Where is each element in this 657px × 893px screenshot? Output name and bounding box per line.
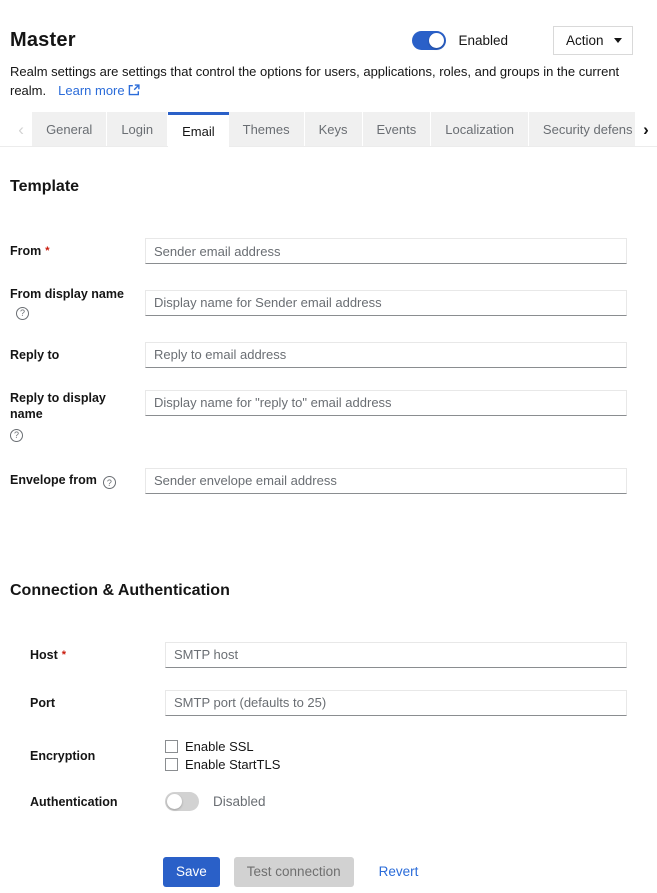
authentication-label: Authentication [30, 794, 118, 809]
action-dropdown-label: Action [566, 33, 604, 48]
enabled-label: Enabled [458, 33, 508, 48]
enable-starttls-checkbox[interactable] [165, 758, 178, 771]
enable-ssl-option[interactable] [165, 738, 627, 756]
learn-more-link[interactable] [58, 83, 139, 98]
form-row-reply-to [10, 342, 627, 368]
form-row-authentication [30, 792, 627, 812]
label-text: Reply to display name [10, 390, 106, 421]
chevron-right-icon: › [643, 119, 649, 139]
authentication-toggle[interactable] [165, 792, 199, 811]
tab-localization[interactable] [431, 112, 529, 146]
reply-to-display-name-input[interactable] [145, 390, 627, 416]
tab-label: General [46, 121, 93, 137]
label-text: From [10, 244, 42, 258]
envelope-from-input[interactable] [145, 468, 627, 494]
form-row-from [10, 238, 627, 264]
encryption-checkbox-group [165, 738, 627, 774]
from-display-name-label [10, 286, 145, 320]
encryption-label: Encryption [30, 748, 96, 763]
help-icon[interactable]: ? [103, 476, 116, 489]
tab-general[interactable] [32, 112, 107, 146]
host-input[interactable] [165, 642, 627, 668]
tab-label: Login [121, 121, 154, 137]
from-input[interactable] [145, 238, 627, 264]
form-row-host [30, 642, 627, 668]
tab-label: Themes [242, 121, 290, 137]
form-row-reply-to-display-name [10, 390, 627, 442]
required-indicator: * [61, 648, 67, 661]
enable-ssl-label: Enable SSL [185, 739, 254, 754]
reply-to-input[interactable] [145, 342, 627, 368]
port-input[interactable] [165, 690, 627, 716]
tab-label: Email [182, 123, 215, 139]
from-display-name-input[interactable] [145, 290, 627, 316]
host-label [30, 647, 165, 663]
form-action-buttons [163, 857, 627, 887]
realm-description-text: Realm settings are settings that control the options for users, applications, roles, and groups in the current realm. [10, 64, 620, 98]
form-row-encryption [30, 738, 627, 774]
chevron-left-icon: ‹ [18, 119, 24, 139]
connection-section-title: Connection & Authentication [10, 581, 230, 599]
realm-enabled-toggle[interactable] [412, 31, 446, 50]
tabs-scroll-left-button[interactable] [10, 112, 32, 146]
tab-security-defenses[interactable] [529, 112, 635, 146]
realm-description [10, 62, 633, 100]
tabs-scroll-right-button[interactable] [635, 112, 657, 146]
reply-to-label [10, 347, 145, 363]
tab-label: Security defens [542, 121, 633, 137]
page-title: Master [10, 29, 76, 51]
save-button[interactable]: Save [163, 857, 220, 887]
learn-more-label: Learn more [58, 83, 125, 98]
tab-label: Localization [445, 121, 514, 137]
revert-button[interactable]: Revert [378, 864, 419, 879]
caret-down-icon [614, 38, 622, 43]
tab-keys[interactable] [305, 112, 363, 146]
label-text: Envelope from [10, 472, 97, 487]
enable-starttls-label: Enable StartTLS [185, 757, 281, 772]
template-form [10, 238, 627, 494]
label-text: Reply to [10, 347, 60, 362]
realm-settings-tabs [0, 112, 657, 147]
enable-starttls-option[interactable] [165, 756, 627, 774]
email-tab-content [0, 178, 657, 887]
label-text: Host [30, 647, 58, 662]
action-dropdown[interactable] [553, 26, 633, 55]
tab-label: Events [376, 121, 417, 137]
test-connection-button[interactable]: Test connection [234, 857, 354, 887]
authentication-state-label: Disabled [213, 794, 266, 809]
form-row-envelope-from [10, 468, 627, 494]
tab-events[interactable] [363, 112, 432, 146]
tab-themes[interactable] [229, 112, 305, 146]
label-text: Port [30, 695, 55, 710]
envelope-from-label [10, 472, 145, 490]
external-link-icon [128, 84, 140, 96]
tab-email[interactable] [168, 112, 229, 147]
help-icon[interactable]: ? [16, 307, 29, 320]
template-section-title: Template [10, 178, 80, 195]
form-row-port [30, 690, 627, 716]
tab-list [32, 112, 635, 146]
label-text: From display name [10, 287, 124, 301]
tab-login[interactable] [107, 112, 168, 146]
port-label [30, 695, 165, 711]
enable-ssl-checkbox[interactable] [165, 740, 178, 753]
toggle-knob [429, 33, 444, 48]
form-row-from-display-name [10, 286, 627, 320]
connection-form [30, 642, 627, 812]
reply-to-display-name-label [10, 390, 145, 442]
from-label [10, 243, 145, 259]
realm-settings-header [0, 0, 657, 100]
help-icon[interactable]: ? [10, 429, 23, 442]
required-indicator: * [45, 245, 50, 257]
tab-label: Keys [318, 121, 348, 137]
toggle-knob [167, 794, 182, 809]
